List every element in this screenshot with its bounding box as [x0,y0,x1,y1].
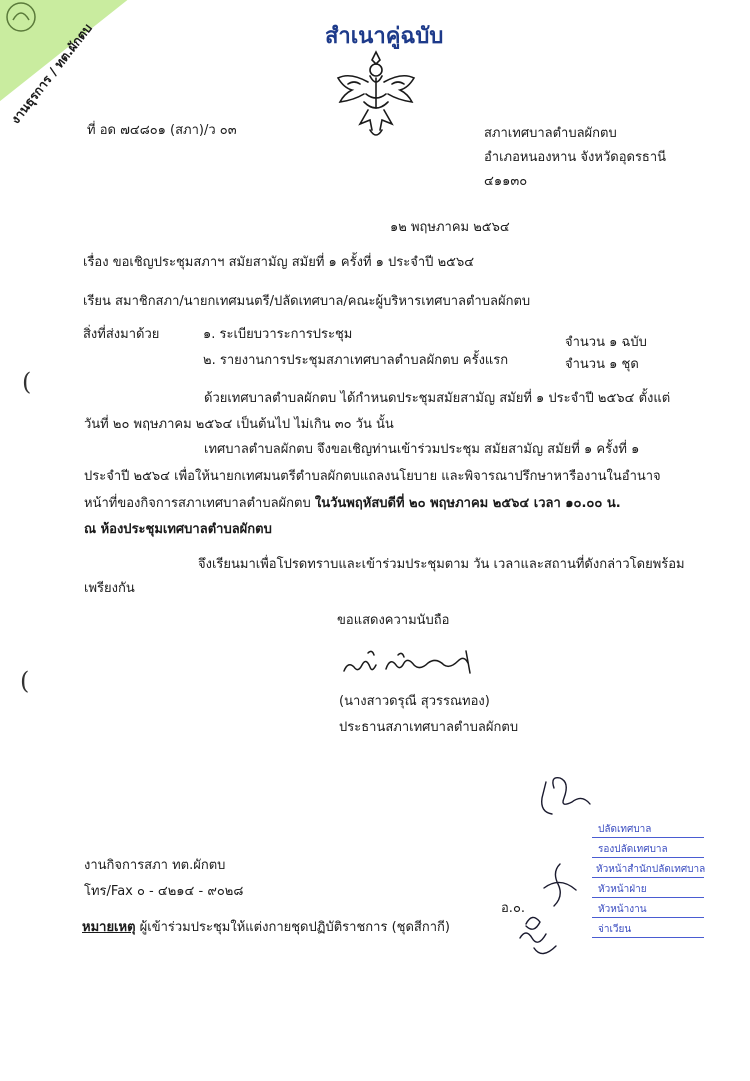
distribution-underline [592,937,704,938]
attachments-label: สิ่งที่ส่งมาด้วย [83,327,160,342]
distribution-item: รองปลัดเทศบาล [598,844,668,855]
attachment-quantity: จำนวน ๑ ฉบับ [565,335,647,350]
distribution-item: จ่าเวียน [598,924,632,935]
office-phone: โทร/Fax ๐ - ๔๒๑๔ - ๙๐๒๘ [84,884,244,899]
attachment-quantity: จำนวน ๑ ชุด [565,357,639,372]
closing-phrase: ขอแสดงความนับถือ [337,613,450,628]
paragraph-2-line-2: ประจำปี ๒๕๖๔ เพื่อให้นายกเทศมนตรีตำบลผักตบแถลงนโยบาย และพิจารณาปรึกษาหารืองานในอำนาจ [84,469,661,484]
note-text: ผู้เข้าร่วมประชุมให้แต่งกายชุดปฏิบัติราชการ (ชุดสีกากี) [139,920,450,935]
letter-recipients: เรียน สมาชิกสภา/นายกเทศมนตรี/ปลัดเทศบาล/คณะผู้บริหารเทศบาลตำบลผักตบ [83,294,531,309]
paragraph-1-line-1: ด้วยเทศบาลตำบลผักตบ ได้กำหนดประชุมสมัยสามัญ สมัยที่ ๑ ประจำปี ๒๕๖๔ ตั้งแต่ [204,391,671,406]
distribution-underline [592,877,704,878]
signer-name: (นางสาวดรุณี สุวรรณทอง) [339,694,490,709]
sender-district: อำเภอหนองหาน จังหวัดอุดรธานี [484,150,667,165]
attachment-item: ๒. รายงานการประชุมสภาเทศบาลตำบลผักตบ ครั้งแรก [203,353,509,368]
distribution-underline [592,917,704,918]
meeting-datetime: ในวันพฤหัสบดีที่ ๒๐ พฤษภาคม ๒๕๖๔ เวลา ๑๐.๐๐ น. [314,496,621,511]
paragraph-1-line-2: วันที่ ๒๐ พฤษภาคม ๒๕๖๔ เป็นต้นไป ไม่เกิน ๓๐ วัน นั้น [84,417,394,432]
stamp-logo-icon [4,0,38,34]
margin-mark: ( [22,368,32,396]
office-name: งานกิจการสภา ทต.ผักตบ [84,858,226,873]
footer-note [82,916,450,937]
signer-title: ประธานสภาเทศบาลตำบลผักตบ [339,720,519,735]
distribution-item: หัวหน้าสำนักปลัดเทศบาล [596,864,706,875]
routing-initials: อ.๐. [501,901,526,916]
garuda-emblem-icon [330,48,422,144]
stamp-text: งานธุรการ / ทต.ผักตบ [7,20,95,127]
paragraph-2-line-3 [84,492,621,513]
distribution-underline [592,857,704,858]
paragraph-2-line-1: เทศบาลตำบลผักตบ จึงขอเชิญท่านเข้าร่วมประชุม สมัยสามัญ สมัยที่ ๑ ครั้งที่ ๑ [204,442,640,457]
reference-number: ที่ อด ๗๔๘๐๑ (สภา)/ว ๐๓ [87,123,237,138]
attachment-item: ๑. ระเบียบวาระการประชุม [203,327,353,342]
distribution-item: ปลัดเทศบาล [598,824,652,835]
note-label: หมายเหตุ [82,920,136,935]
signature-icon [338,643,488,685]
copy-title: สำเนาคู่ฉบับ [325,24,444,49]
sender-postcode: ๔๑๑๓๐ [484,174,528,189]
sender-name: สภาเทศบาลตำบลผักตบ [484,126,617,141]
distribution-item: หัวหน้างาน [598,904,647,915]
distribution-item: หัวหน้าฝ่าย [598,884,647,895]
letter-subject: เรื่อง ขอเชิญประชุมสภาฯ สมัยสามัญ สมัยที่ ๑ ครั้งที่ ๑ ประจำปี ๒๕๖๔ [83,255,475,270]
margin-mark: ( [20,667,30,695]
meeting-context: หน้าที่ของกิจการสภาเทศบาลตำบลผักตบ [84,496,311,511]
distribution-underline [592,837,704,838]
meeting-location: ณ ห้องประชุมเทศบาลตำบลผักตบ [84,522,272,537]
paragraph-3-line-1: จึงเรียนมาเพื่อโปรดทราบและเข้าร่วมประชุมตาม วัน เวลาและสถานที่ดังกล่าวโดยพร้อม [198,557,685,572]
distribution-underline [592,897,704,898]
paragraph-3-line-2: เพรียงกัน [84,581,135,596]
letter-date: ๑๒ พฤษภาคม ๒๕๖๔ [390,220,510,235]
